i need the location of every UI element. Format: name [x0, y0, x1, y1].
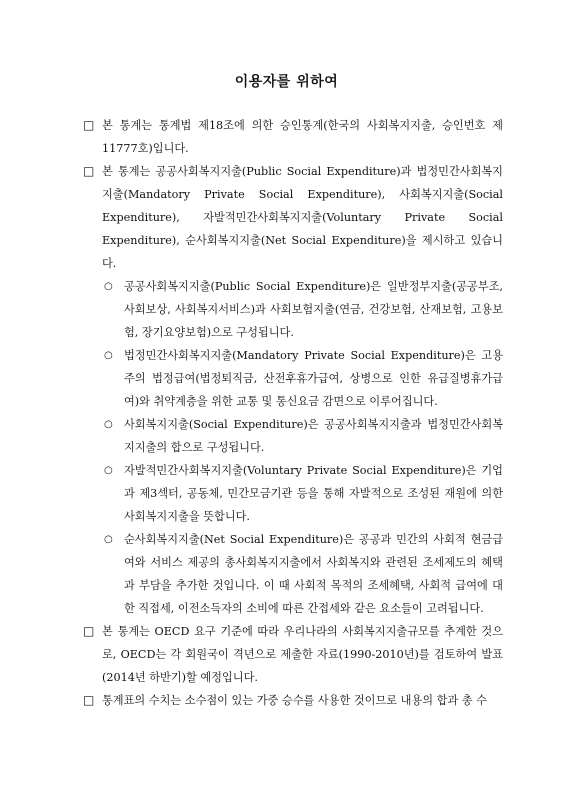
subitem-text: 사회복지지출(Social Expenditure)은 공공사회복지지출과 법정민간사회복지지출의 합으로 구성됩니다. [124, 418, 503, 454]
square-bullet-icon: □ [83, 693, 95, 707]
subitem-text: 공공사회복지지출(Public Social Expenditure)은 일반정부지출(공공부조, 사회보상, 사회복지서비스)과 사회보험지출(연금, 건강보험, 산재보험, 고용보험, 장기요양보험)으로 구성됩니다. [124, 280, 503, 339]
notes-body [83, 114, 503, 712]
note-section-4 [83, 689, 503, 712]
subitem-text: 자발적민간사회복지지출(Voluntary Private Social Expenditure)은 기업과 제3섹터, 공동체, 민간모금기관 등을 통해 자발적으로 조성된 재원에 의한 사회복지지출을 뜻합니다. [124, 464, 503, 523]
note-subitem-4 [83, 459, 503, 528]
note-text: 통계표의 수치는 소수점이 있는 가중 승수를 사용한 것이므로 내용의 합과 총 수 [102, 694, 487, 707]
circle-bullet-icon: ○ [104, 350, 113, 361]
note-subitem-2 [83, 344, 503, 413]
page-title: 이용자를 위하여 [234, 74, 339, 90]
circle-bullet-icon: ○ [104, 534, 113, 545]
note-subitem-5 [83, 528, 503, 620]
note-section-2 [83, 160, 503, 275]
square-bullet-icon: □ [83, 118, 95, 132]
subitem-text: 순사회복지지출(Net Social Expenditure)은 공공과 민간의 사회적 현금급여와 서비스 제공의 총사회복지지출에서 사회복지와 관련된 조세제도의 혜택과 부담을 추가한 것입니다. 이 때 사회적 목적의 조세혜택, 사회적 급여에 대한 직접세, 이전소득자의 소비에 따른 간접세와 같은 요소들이 고려됩니다. [124, 533, 503, 615]
circle-bullet-icon: ○ [104, 465, 113, 476]
note-section-3 [83, 620, 503, 689]
note-subitem-1 [83, 275, 503, 344]
note-subitem-3 [83, 413, 503, 459]
note-text: 본 통계는 OECD 요구 기준에 따라 우리나라의 사회복지지출규모를 추계한 것으로, OECD는 각 회원국이 격년으로 제출한 자료(1990-2010년)를 검토하여 발표(2014년 하반기)할 예정입니다. [102, 625, 503, 684]
square-bullet-icon: □ [83, 624, 95, 638]
note-text: 본 통계는 공공사회복지지출(Public Social Expenditure)과 법정민간사회복지지출(Mandatory Private Social Expenditure), 사회복지지출(Social Expenditure), 자발적민간사회복지지출(Voluntary Private Social Expenditure), 순사회복지지출(Net Social Expenditure)을 제시하고 있습니다. [102, 165, 503, 270]
note-text: 본 통계는 통계법 제18조에 의한 승인통계(한국의 사회복지지출, 승인번호 제 11777호)입니다. [102, 119, 503, 155]
circle-bullet-icon: ○ [104, 281, 113, 292]
circle-bullet-icon: ○ [104, 419, 113, 430]
square-bullet-icon: □ [83, 164, 95, 178]
note-section-1 [83, 114, 503, 160]
subitem-text: 법정민간사회복지지출(Mandatory Private Social Expenditure)은 고용주의 법정급여(법정퇴직금, 산전후휴가급여, 상병으로 인한 유급질병휴가급여)와 취약계층을 위한 교통 및 통신요금 감면으로 이루어집니다. [124, 349, 503, 408]
